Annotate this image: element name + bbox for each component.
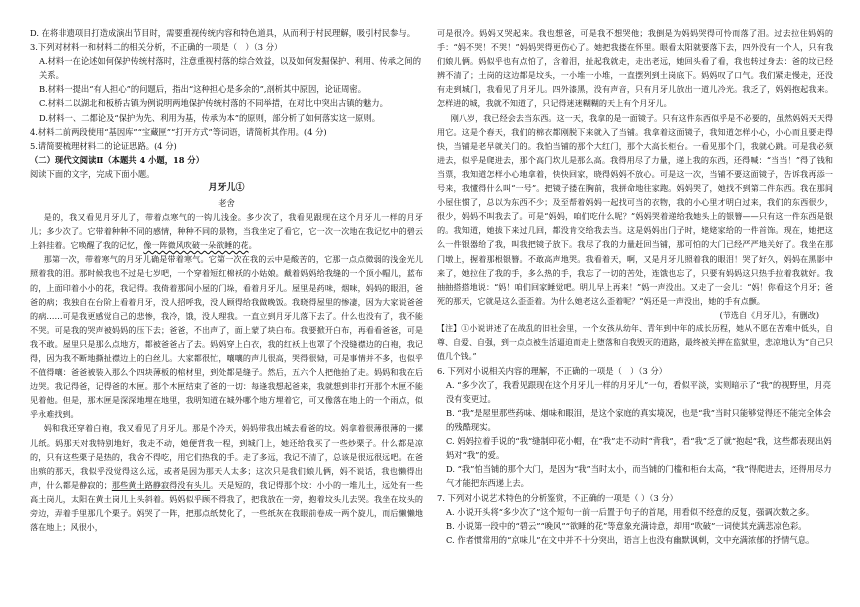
story-paragraph-2: 那第一次，带着寒气的月牙儿确是带着寒气。它第一次在我的云中是酸苦的，它那一点点微弱的浅金光儿照着我的泪。那时候我也不过是七岁吧，一个穿着短红棉袄的小姑娘。戴着妈妈给我缝的一个顶小帽儿，蓝布的，上面印着小小的花，我记得。我倚着那间小屋的门垛，看着月牙儿。屋里是药味，烟味，妈妈的眼泪，爸爸的病；我独自在台阶上看着月牙，没人招呼我，没人顾得给我做晚饭。我晓得屋里的惨凄，因为大家说爸爸的病……可是我更感觉自己的悲惨，我冷，饿，没人理我。一直立到月牙儿落下去了。什么也没有了，我不能不哭。可是我的哭声被妈妈的压下去；爸爸，不出声了，面上蒙了块白布。我要掀开白布，再看看爸爸，可是我不敢。屋里只是那么点地方，都被爸爸占了去。妈妈穿上白衣，我的红袄上也罩了个没缝襟边的白袍，我记得，因为我不断地撕扯襟边上的白丝儿。大家都很忙，嚷嚷的声儿很高，哭得很恸，可是事情并不多，也似乎不值得嚷：爸爸被装入那么个四块薄板的棺材里，到处都是缝子。然后，五六个人把他抬了走。妈妈和我在后边哭。我记得爸，记得爸的木匣。那个木匣结束了爸的一切：每逢我想起爸来，我就想到非打开那个木匣不能见着他。但是，那木匣是深深地埋在地里，我明知道在城外哪个地方埋着它，可又像落在地上的一个雨点，似乎永难找到。 [30, 254, 423, 420]
q6-option-d: D. “我”怕当铺的那个大门，是因为“我”当时太小，而当铺的门槛和柜台太高，“我”得爬进去，还得用尽力气才能把东西递上去。 [446, 464, 832, 489]
right-column [437, 26, 833, 607]
story-paragraph-3: 妈和我还穿着白袍，我又看见了月牙儿。那是个冷天，妈妈带我出城去看爸的坟。妈拿着很薄很薄的一摞儿纸。妈那天对我特别地好，我走不动，她便背我一程，到城门上，她还给我买了一些炒栗子。什么都是凉的，只有这些栗子是热的，我舍不得吃，用它们热我的手。走了多远，我记不清了，总该是很远很远吧。在爸出殡的那天，我似乎没觉得这么远，或者是因为那天人太多；这次只是我们娘儿俩，妈不说话，我也懒得出声，什么都是静寂的；那些黄土路静寂得没有头儿。天是短的，我记得那个坟：小小的一堆儿土，远处有一些高土岗儿，太阳在黄土岗儿上头斜着。妈妈似乎顾不得我了，把我放在一旁，抱着坟头儿去哭。我坐在坟头的旁边，弄着手里那几个栗子。妈哭了一阵，把那点纸焚化了，一些纸灰在我眼前卷成一两个旋儿，而后懒懒地落在地上；风很小， [30, 423, 423, 533]
story-title: 月牙儿① [208, 183, 245, 194]
q3-option-d-tail: D. 在将非遗项目打造成演出节目时，需要重视传统内容和特色道具，从而利于村民理解，吸引村民参与。 [30, 28, 415, 38]
question-6: 6. 下列对小说相关内容的理解，不正确的一项是（ ）（3 分） [437, 365, 668, 376]
left-column [30, 26, 423, 607]
q3-option-b: B.材料一提出“有人担心”的问题后，指出“这种担心是多余的”,剖析其中原因，论证周密。 [39, 84, 367, 95]
q6-option-a: A. “多少次了，我看见跟现在这个月牙儿一样的月牙儿”一句，看似平淡，实则暗示了“我”的视野里，月亮没有变更过。 [446, 379, 832, 404]
q7-option-b: B. 小说第一段中的“碧云”“晚风”“欲睡的花”等意象充满诗意，却用“吹破”一词使其充满悲凉色彩。 [446, 520, 807, 531]
story-paragraph-1: 是的，我又看见月牙儿了，带着点寒气的一钩儿浅金。多少次了，我看见跟现在这个月牙儿一样的月牙儿；多少次了。它带着种种不同的感情，种种不同的景物，当我坐定了看它，它一次一次地在我记忆中的碧云上斜挂着。它唤醒了我的记忆，像一阵微风吹破一朵欲睡的花。 [30, 212, 423, 251]
underlined-phrase: 像一阵微风吹破一朵欲睡的花 [143, 240, 249, 251]
question-7: 7. 下列对小说艺术特色的分析鉴赏，不正确的一项是（ ）（3 分） [437, 492, 678, 503]
story-paragraph-4: 刚八岁，我已经会去当东西。这一天，我拿的是一面镜子。只有这件东西似乎是不必要的，虽然妈妈天天得用它。这是个春天，我们的棉衣都刚脱下来就入了当铺。我拿着这面镜子，我知道怎样小心，小心而且要走得快，当铺是老早就关门的。我怕当铺的那个大红门，那个大高长柜台。一看见那个门，我就心跳。可是我必须进去，似乎是爬进去，那个高门坎儿是那么高。我得用尽了力量，递上我的东西，还得喊：“当当！”得了钱和当票，我知道怎样小心地拿着，快快回家，晓得妈妈不放心。可是这一次，当铺不要这面镜子，告诉我再添一号来，我懂得什么叫“一号”。把镜子搂在胸前，我拼命地往家跑。妈妈哭了，她找不到第二件东西。我在那间小屋住惯了，总以为东西不少；及至帮着妈妈一起找可当的衣物，我的小心里才明白过来，我们的东西很少，很少，妈妈不叫我去了。可是“妈妈，咱们吃什么呢？”妈妈哭着递给我她头上的银簪——只有这一件东西是银的。我知道，她拔下来过几回，都没肯交给我去当。这是妈妈出门子时，姥姥家给的一件首饰。现在，她把这么一件银器给了我，叫我把镜子放下。我尽了我的力量赶回当铺，那可怕的大门已经严严地关好了。我坐在那门墩上，握着那根银簪。不敢高声地哭。我看着天，啊，又是月牙儿照着我的眼泪！哭了好久，妈妈在黑影中来了，她拉住了我的手，多么热的手，我忘了一切的苦处，连饿也忘了，只要有妈妈这只热手拉着我就好。我抽抽搭搭地说：“妈！咱们回家睡觉吧。明儿早上再来！”妈一声没出。又走了一会儿：“妈！你看这个月牙；爸死的那天，它就是这么歪歪着。为什么她老这么歪着呢？”妈还是一声没出，她的手有点颤。 [437, 112, 833, 306]
question-4: 4.材料二前两段使用“基因库”“宝藏匣”“打开方式”等词语，请简析其作用。(4 分) [30, 126, 327, 137]
instructions: 阅读下面的文字，完成下面小题。 [30, 168, 155, 179]
q3-option-c: C.材料二以湖北和板桥古镇为例说明两地保护传统村落的不同举措，在对比中突出古镇的魅力。 [39, 98, 388, 109]
footnote: 【注】①小说讲述了在战乱的旧社会里，一个女孩从幼年、青年到中年的成长历程，她从不愿在苦难中低头，自尊、自爱、自强，到一点点被生活逼迫而走上堕落和自我毁灭的道路，最终被关押在监狱里，悲凉地认为“自己只值几个钱。” [437, 323, 833, 361]
q7-option-c: C. 作者惯常用的“京味儿”在文中并不十分突出，语言上也没有幽默讽刺，文中充满浓郁的抒情气息。 [446, 534, 815, 545]
question-5: 5.请简要梳理材料二的论证思路。(4 分) [30, 140, 177, 151]
q7-option-a: A. 小说开头将“多少次了”这个短句一前一后置于句子的首尾，用看似不经意的反复，强调次数之多。 [446, 506, 815, 517]
q6-option-b: B. “我”是屋里那些药味、烟味和眼泪，是这个家庭的真实境况，也是“我”当时只能够觉得还不能完全体会的残酷现实。 [446, 407, 832, 433]
source-citation: (节选自《月牙儿》，有删改) [719, 309, 819, 320]
q6-option-c: C. 妈妈拉着手说的“我”缝制印花小帽，在“我”走不动时“背我”，看“我”乏了就“抱起”我，这些都表现出妈妈对“我”的爱。 [446, 436, 832, 461]
story-paragraph-3-cont: 可是很冷。妈妈又哭起来。我也想爸，可是我不想哭他；我倒是为妈妈哭得可怜而落了泪。过去拉住妈妈的手：“妈不哭！不哭！”妈妈哭得更伤心了。她把我搂在怀里。眼看太阳就要落下去，四外没有一个人，只有我们娘儿俩。妈似乎也有点怕了，含着泪，扯起我就走，走出老远，她回头看了看，我也转过身去：爸的坟已经辨不清了；土岗的这边都是坟头，一小堆一小堆，一直摆列到土岗底下。妈妈叹了口气。我们紧走慢走，还没有走到城门，我看见了月牙儿。四外漆黑，没有声音，只有月牙儿放出一道儿冷光。我乏了，妈妈抱起我来。怎样进的城，我就不知道了，只记得迷迷糊糊的天上有个月牙儿。 [437, 28, 833, 109]
section-heading: （二）现代文阅读Ⅱ（本题共 4 小题，18 分） [30, 154, 205, 165]
underlined-phrase: 那些黄土路静寂得没有头儿 [111, 479, 211, 490]
story-author: 老舍 [218, 198, 235, 209]
question-3: 3.下列对材料一和材料二的相关分析，不正确的一项是（ ）（3 分） [30, 42, 283, 53]
q3-option-d: D.材料一、二都论及“保护为先、利用为基，传承为本”的原则，部分析了如何落实这一原则。 [39, 112, 381, 123]
q3-option-a: A.材料一在论述如何保护传统村落时，注意重视村落的综合效益，以及如何发掘保护、利用、传承之间的关系。 [39, 56, 421, 81]
